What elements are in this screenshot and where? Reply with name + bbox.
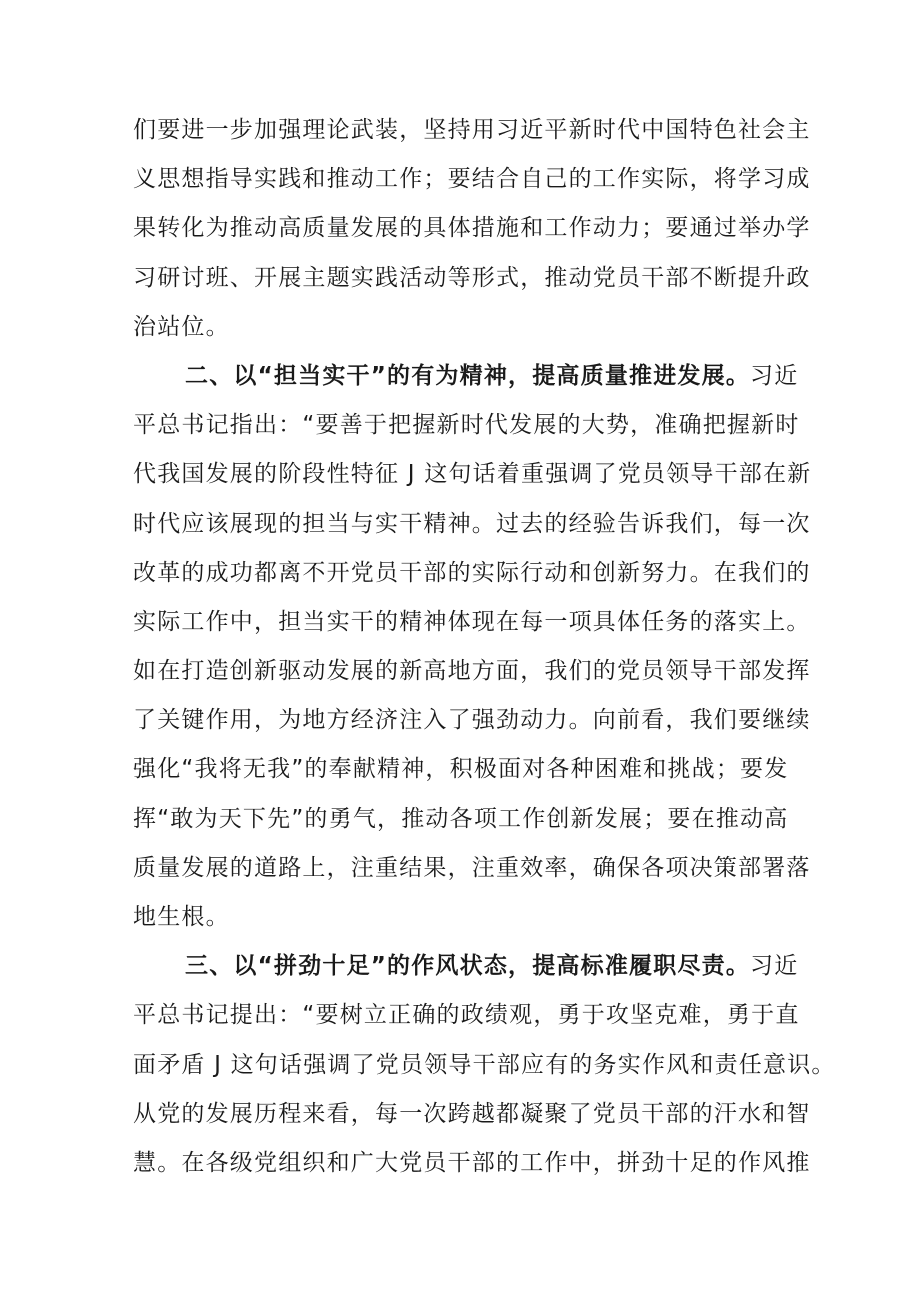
para2-line: 时代应该展现的担当与实干精神。过去的经验告诉我们，每一次 (133, 510, 811, 537)
para2-first-line (133, 352, 799, 401)
para2-line: 改革的成功都离不开党员干部的实际行动和创新努力。在我们的 (133, 559, 811, 586)
para2-line: 平总书记指出：“要善于把握新时代发展的大势，准确把握新时 (133, 412, 800, 439)
para1-line: 治站位。 (133, 313, 230, 340)
para2-line: 代我国发展的阶段性特征 J 这句话着重强调了党员领导干部在新 (133, 461, 812, 488)
para2-line: 如在打造创新驱动发展的新高地方面，我们的党员领导干部发挥 (133, 658, 811, 685)
para2-heading: 二、以“担当实干”的有为精神，提高质量推进发展。 (185, 362, 751, 389)
document-body (133, 106, 836, 1188)
para1-line: 义思想指导实践和推动工作；要结合自己的工作实际，将学习成 (133, 166, 811, 193)
para2-line: 质量发展的道路上，注重结果，注重效率，确保各项决策部署落 (133, 854, 811, 881)
para2-line: 了关键作用，为地方经济注入了强劲动力。向前看，我们要继续 (133, 707, 811, 734)
para3-heading: 三、以“拼劲十足”的作风状态，提高标准履职尽责。 (185, 953, 751, 980)
para3-line: 慧。在各级党组织和广大党员干部的工作中，拼劲十足的作风推 (133, 1149, 811, 1176)
para3-first-line (133, 942, 799, 991)
para3-first-line-rest: 习近 (750, 953, 799, 980)
para1-line: 们要进一步加强理论武装，坚持用习近平新时代中国特色社会主 (133, 117, 811, 143)
para3-line: 平总书记提出：“要树立正确的政绩观，勇于攻坚克难，勇于直 (133, 1002, 800, 1029)
para2-line: 挥“敢为天下先”的勇气，推动各项工作创新发展；要在推动高 (133, 805, 789, 832)
para2-line: 实际工作中，担当实干的精神体现在每一项具体任务的落实上。 (133, 608, 811, 635)
para1-line: 果转化为推动高质量发展的具体措施和工作动力；要通过举办学 (133, 215, 811, 242)
para2-first-line-rest: 习近 (750, 362, 799, 389)
para1-line: 习研讨班、开展主题实践活动等形式，推动党员干部不断提升政 (133, 264, 811, 291)
para3-line: 面矛盾 J 这句话强调了党员领导干部应有的务实作风和责任意识。 (133, 1051, 836, 1078)
para2-line: 强化“我将无我”的奉献精神，积极面对各种困难和挑战；要发 (133, 756, 789, 783)
para2-line: 地生根。 (133, 904, 230, 930)
para3-line: 从党的发展历程来看，每一次跨越都凝聚了党员干部的汗水和智 (133, 1100, 811, 1127)
